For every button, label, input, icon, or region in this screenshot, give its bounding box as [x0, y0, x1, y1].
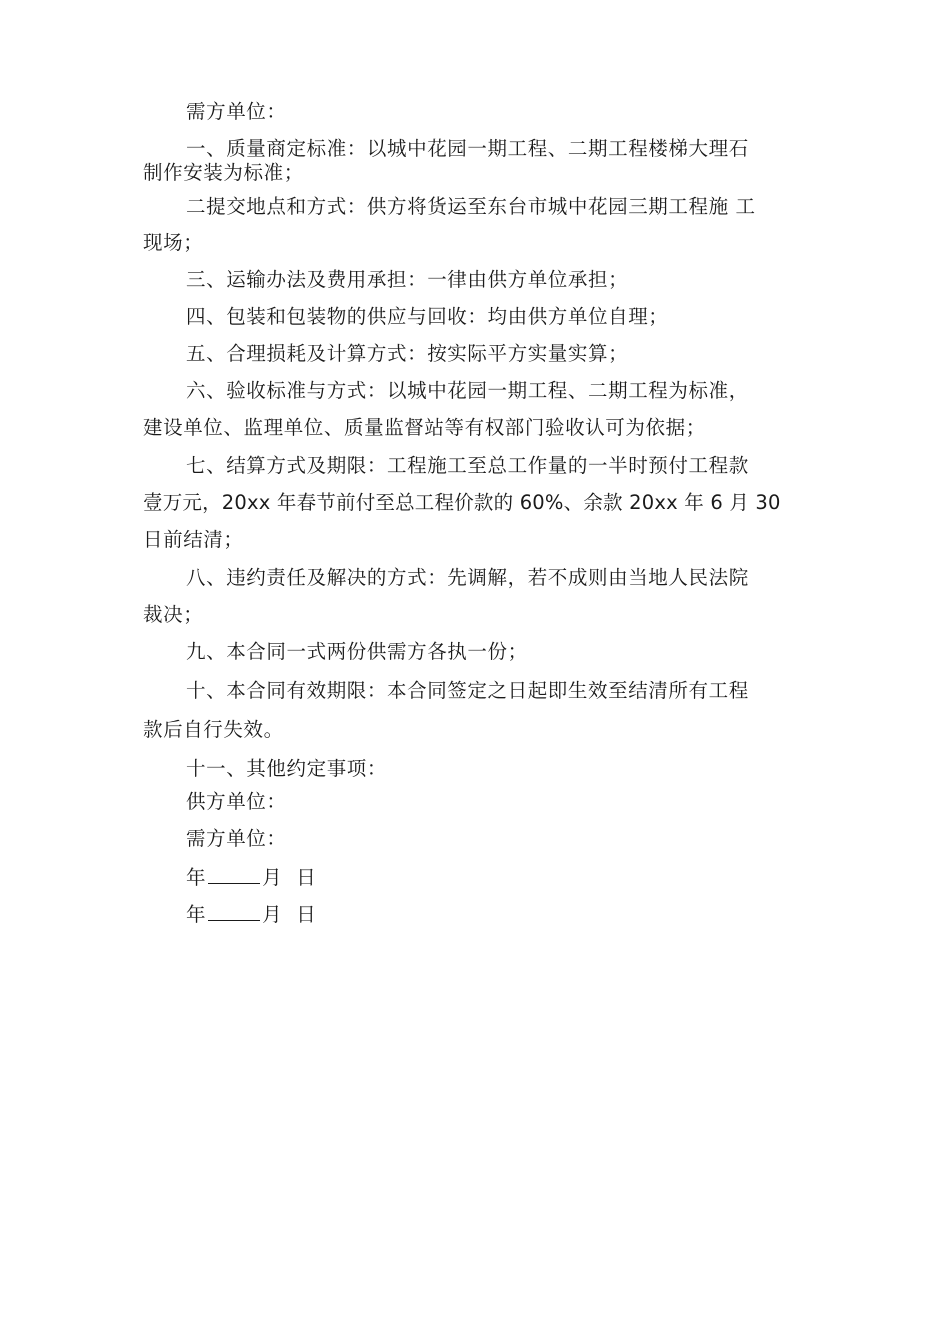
clause-9: 九、本合同一式两份供需方各执一份； — [186, 640, 528, 663]
clause-11: 十一、其他约定事项： — [186, 757, 388, 780]
date-blank — [208, 865, 260, 884]
clause-10-line-1: 十、本合同有效期限：本合同签定之日起即生效至结清所有工程 — [186, 679, 749, 702]
date-year-label: 年 — [186, 903, 207, 926]
clause-8-line-1: 八、违约责任及解决的方式：先调解，若不成则由当地人民法院 — [186, 566, 749, 589]
date-year-label: 年 — [186, 866, 207, 889]
clause-6-line-2: 建设单位、监理单位、质量监督站等有权部门验收认可为依据； — [143, 416, 706, 439]
clause-5: 五、合理损耗及计算方式：按实际平方实量实算； — [186, 342, 629, 365]
clause-7-line-1: 七、结算方式及期限：工程施工至总工作量的一半时预付工程款 — [186, 454, 749, 477]
date-line-2 — [186, 902, 866, 927]
clause-1-line-1: 一、质量商定标准：以城中花园一期工程、二期工程楼梯大理石 — [186, 137, 749, 160]
date-blank — [208, 902, 260, 921]
date-line-1 — [186, 865, 866, 890]
clause-4: 四、包装和包装物的供应与回收：均由供方单位自理； — [186, 305, 669, 328]
clause-7-line-2: 壹万元，20xx 年春节前付至总工程价款的 60%、余款 20xx 年 6 月 30 — [143, 491, 781, 514]
clause-1-line-2: 制作安装为标准； — [143, 161, 304, 184]
date-month-label: 月 — [262, 903, 283, 926]
date-day-label: 日 — [296, 903, 317, 926]
clause-2-line-1: 二提交地点和方式：供方将货运至东台市城中花园三期工程施 工 — [186, 195, 756, 218]
supplier-unit-label: 供方单位： — [186, 790, 287, 813]
clause-2-line-2: 现场； — [143, 231, 204, 254]
date-day-label: 日 — [296, 866, 317, 889]
date-month-label: 月 — [262, 866, 283, 889]
clause-10-line-2: 款后自行失效。 — [143, 718, 284, 741]
clause-3: 三、运输办法及费用承担：一律由供方单位承担； — [186, 268, 629, 291]
clause-6-line-1: 六、验收标准与方式：以城中花园一期工程、二期工程为标准， — [186, 379, 749, 402]
buyer-unit-label: 需方单位： — [186, 827, 287, 850]
clause-7-line-3: 日前结清； — [143, 528, 244, 551]
clause-8-line-2: 裁决； — [143, 603, 204, 626]
buyer-unit-header: 需方单位： — [186, 100, 287, 123]
